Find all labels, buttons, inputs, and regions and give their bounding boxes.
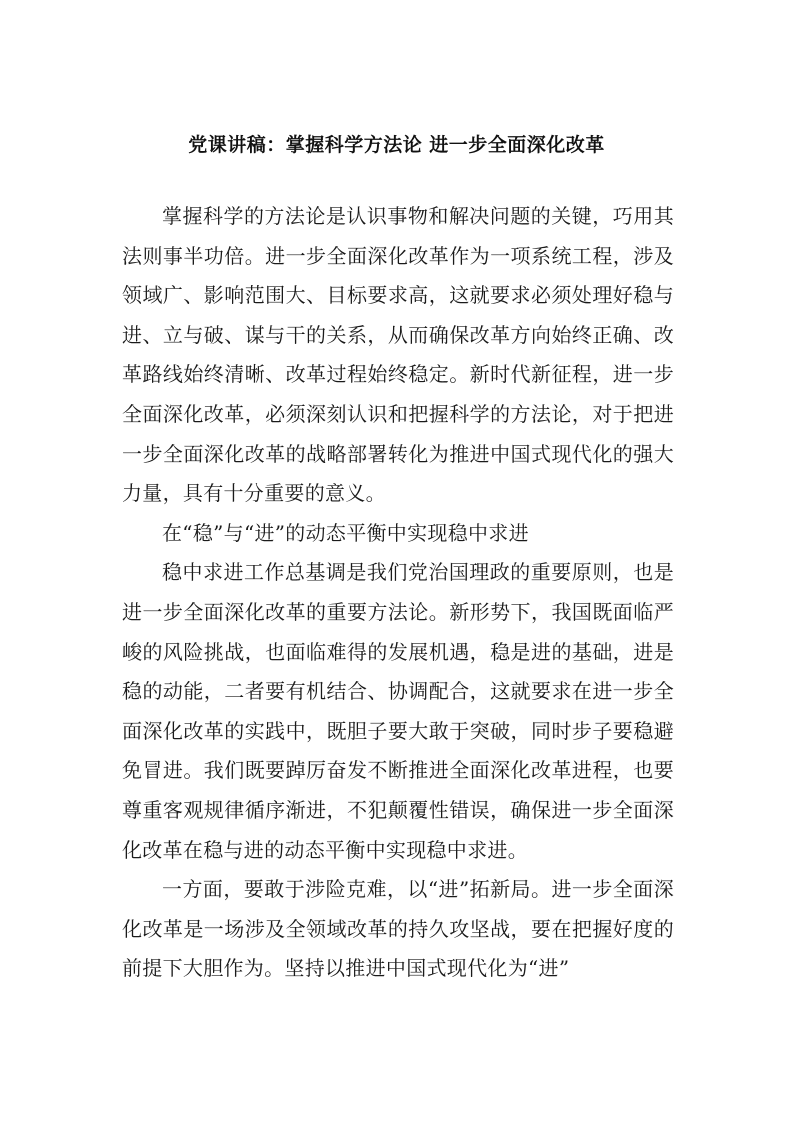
section-heading: 在“稳”与“进”的动态平衡中实现稳中求进 — [162, 520, 529, 545]
paragraph-steady-progress: 稳中求进工作总基调是我们党治国理政的重要原则，也是进一步全面深化改革的重要方法论。新形势下，我国既面临严峻的风险挑战，也面临难得的发展机遇，稳是进的基础，进是稳的动能，二者要有机结合、协调配合，这就要求在进一步全面深化改革的实践中，既胆子要大敢于突破，同时步子要稳避免冒进。我们既要踔厉奋发不断推进全面深化改革进程，也要尊重客观规律循序渐进，不犯颠覆性错误，确保进一步全面深化改革在稳与进的动态平衡中实现稳中求进。 — [122, 560, 674, 862]
document-title: 党课讲稿：掌握科学方法论 进一步全面深化改革 — [188, 134, 605, 156]
paragraph-on-one-hand: 一方面，要敢于涉险克难，以“进”拓新局。进一步全面深化改革是一场涉及全领域改革的持久攻坚战，要在把握好度的前提下大胆作为。坚持以推进中国式现代化为“进” — [122, 877, 674, 981]
paragraph-intro: 掌握科学的方法论是认识事物和解决问题的关键，巧用其法则事半功倍。进一步全面深化改革作为一项系统工程，涉及领域广、影响范围大、目标要求高，这就要求必须处理好稳与进、立与破、谋与干的关系，从而确保改革方向始终正确、改革路线始终清晰、改革过程始终稳定。新时代新征程，进一步全面深化改革，必须深刻认识和把握科学的方法论，对于把进一步全面深化改革的战略部署转化为推进中国式现代化的强大力量，具有十分重要的意义。 — [122, 204, 674, 506]
document-body — [122, 197, 674, 989]
